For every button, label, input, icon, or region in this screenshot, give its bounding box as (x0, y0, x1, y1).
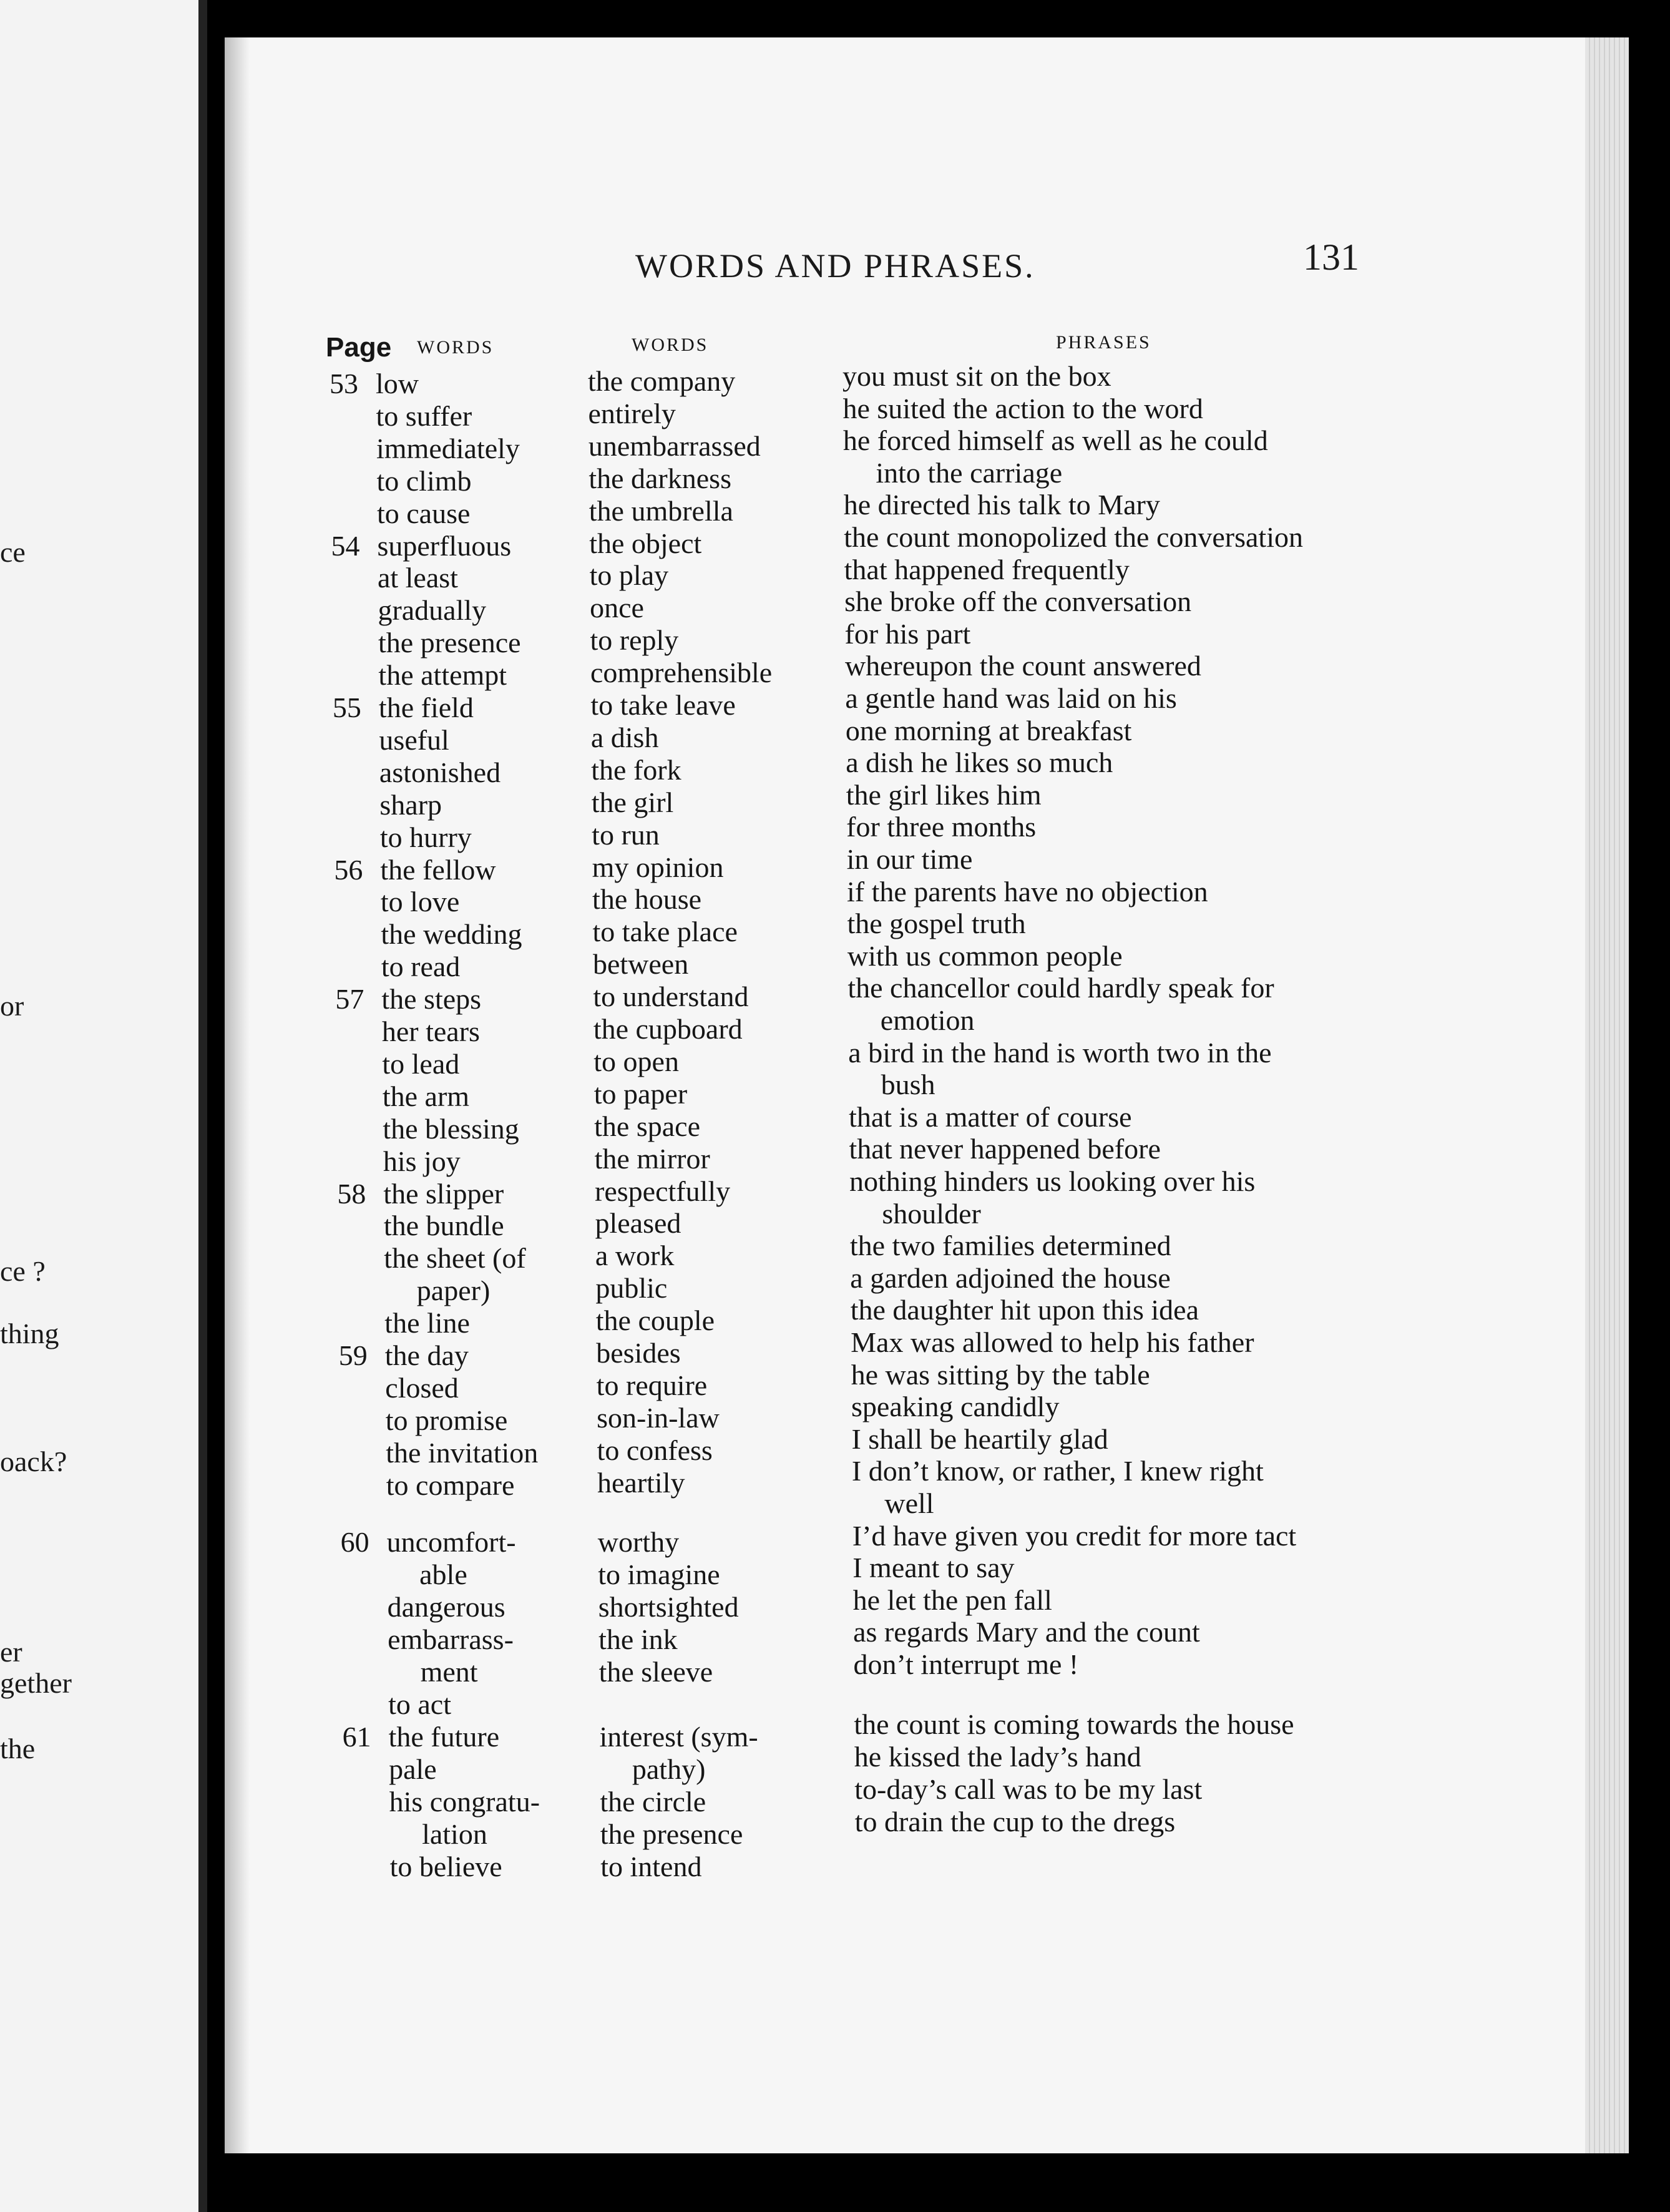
word-cell: his congratu- (389, 1786, 540, 1818)
phrase-cell: emotion (880, 1004, 975, 1036)
page-number-cell: 55 (332, 692, 361, 723)
phrase-cell: bush (881, 1069, 935, 1101)
word-cell: to act (388, 1688, 451, 1720)
word-cell: gradually (378, 594, 487, 627)
word-cell: the darkness (588, 462, 731, 494)
word-cell: to play (589, 559, 669, 592)
word-cell: the slipper (383, 1177, 504, 1210)
word-cell: worthy (597, 1526, 680, 1558)
word-cell: sharp (379, 788, 442, 821)
word-cell: the arm (382, 1080, 470, 1112)
phrase-cell: he directed his talk to Mary (843, 489, 1160, 521)
word-cell: to understand (593, 981, 749, 1013)
phrases-header: PHRASES (1056, 332, 1151, 353)
phrase-cell: he forced himself as well as he could (842, 424, 1268, 457)
word-cell: the fork (591, 753, 681, 786)
phrase-cell: nothing hinders us looking over his (849, 1165, 1256, 1197)
phrase-cell: a dish he likes so much (846, 746, 1113, 779)
phrase-cell: shoulder (882, 1197, 981, 1230)
word-cell: able (419, 1559, 467, 1590)
word-cell: the ink (598, 1623, 678, 1655)
left-page-fragment: ce (0, 536, 26, 568)
word-cell: useful (379, 723, 449, 756)
phrase-cell: that is a matter of course (849, 1100, 1132, 1133)
phrase-cell: he suited the action to the word (842, 392, 1203, 424)
page-number-cell: 60 (340, 1526, 369, 1558)
word-cell: to take leave (590, 689, 736, 721)
word-cell: her tears (381, 1015, 480, 1047)
word-cell: to compare (386, 1469, 515, 1501)
word-cell: the couple (595, 1304, 715, 1337)
phrase-cell: a garden adjoined the house (850, 1261, 1171, 1294)
page-number-cell: 56 (334, 853, 363, 886)
left-page-fragment: or (0, 990, 24, 1022)
word-cell: to climb (376, 464, 472, 497)
word-cell: the steps (381, 983, 482, 1015)
word-cell: the line (384, 1307, 470, 1339)
phrase-cell: as regards Mary and the count (853, 1616, 1200, 1648)
word-cell: the space (594, 1110, 700, 1142)
phrase-cell: the count is coming towards the house (854, 1708, 1294, 1740)
word-cell: to believe (389, 1851, 502, 1882)
phrase-cell: one morning at breakfast (845, 714, 1132, 746)
phrase-cell: that never happened before (849, 1133, 1161, 1165)
word-cell: pale (389, 1753, 437, 1785)
phrase-cell: for three months (846, 811, 1037, 843)
word-cell: between (592, 948, 689, 981)
phrase-cell: well (884, 1487, 934, 1519)
phrase-cell: whereupon the count answered (844, 650, 1201, 682)
phrase-cell: don’t interrupt me ! (853, 1648, 1079, 1680)
left-page-fragment: the (0, 1733, 36, 1764)
word-cell: heartily (597, 1466, 685, 1499)
word-cell: once (590, 592, 644, 624)
word-cell: entirely (588, 397, 676, 429)
word-cell: unembarrassed (588, 429, 761, 462)
phrase-cell: he was sitting by the table (851, 1358, 1150, 1391)
phrase-cell: the gospel truth (847, 908, 1026, 940)
word-cell: superfluous (377, 529, 512, 562)
page-column-header: Page (326, 332, 392, 363)
word-cell: pleased (595, 1207, 681, 1240)
word-cell: dangerous (387, 1591, 505, 1623)
word-cell: to lead (382, 1047, 460, 1080)
page-number-cell: 58 (337, 1177, 366, 1210)
word-cell: to love (380, 886, 460, 918)
word-cell: to imagine (598, 1559, 720, 1590)
word-cell: the circle (600, 1786, 706, 1818)
running-head: WORDS AND PHRASES. (635, 247, 1035, 285)
word-cell: the girl (591, 786, 674, 818)
word-cell: his joy (383, 1145, 461, 1177)
page-number-cell: 61 (342, 1721, 371, 1753)
word-cell: the sheet (of (384, 1242, 526, 1275)
word-cell: public (595, 1272, 668, 1304)
word-cell: a work (595, 1240, 675, 1272)
word-cell: a dish (590, 721, 659, 753)
word-cell: to cause (376, 497, 471, 529)
left-page (0, 0, 207, 2212)
word-cell: to paper (593, 1077, 688, 1110)
word-cell: shortsighted (598, 1591, 739, 1623)
word-cell: besides (596, 1337, 681, 1369)
phrase-cell: the daughter hit upon this idea (850, 1294, 1199, 1326)
word-cell: the house (592, 883, 702, 916)
word-cell: the presence (600, 1818, 743, 1850)
word-cell: to take place (592, 916, 738, 948)
word-cell: uncomfort- (386, 1526, 516, 1558)
word-cell: the wedding (381, 918, 522, 951)
word-cell: to suffer (376, 399, 472, 432)
word-cell: lation (422, 1818, 487, 1850)
phrase-cell: you must sit on the box (842, 360, 1111, 392)
page-number-cell: 57 (335, 983, 364, 1015)
word-cell: interest (sym- (599, 1721, 758, 1753)
word-cell: to reply (590, 624, 679, 657)
word-cell: the day (384, 1339, 469, 1371)
word-cell: closed (385, 1371, 459, 1404)
word-cell: the future (388, 1721, 500, 1753)
page-edge (1585, 37, 1629, 2153)
left-page-fragment: er (0, 1636, 22, 1668)
words-header-1: WORDS (417, 337, 494, 358)
phrase-cell: the girl likes him (846, 778, 1042, 811)
left-page-fragment: gether (0, 1667, 72, 1699)
word-cell: the invitation (386, 1436, 539, 1469)
phrase-cell: the two families determined (849, 1230, 1171, 1262)
word-cell: pathy) (632, 1753, 706, 1785)
phrase-cell: in our time (846, 843, 973, 875)
word-cell: astonished (379, 756, 501, 788)
word-cell: ment (420, 1656, 478, 1688)
word-cell: to open (593, 1045, 679, 1077)
word-cell: the mirror (594, 1142, 710, 1175)
phrase-cell: if the parents have no objection (847, 875, 1208, 908)
phrase-cell: a bird in the hand is worth two in the (848, 1036, 1272, 1069)
word-cell: the company (588, 365, 736, 397)
left-page-fragment: ce ? (0, 1255, 46, 1287)
word-cell: the fellow (380, 853, 496, 886)
phrase-cell: Max was allowed to help his father (851, 1326, 1254, 1358)
phrase-cell: I shall be heartily glad (851, 1422, 1108, 1455)
phrase-cell: the chancellor could hardly speak for (847, 972, 1274, 1004)
word-cell: to confess (597, 1434, 713, 1466)
word-cell: to run (592, 818, 660, 851)
word-cell: at least (377, 562, 458, 594)
word-cell: son-in-law (597, 1401, 720, 1434)
left-page-fragment: oack? (0, 1446, 67, 1477)
phrase-cell: speaking candidly (851, 1391, 1060, 1423)
word-cell: to intend (600, 1851, 702, 1882)
word-cell: the attempt (378, 659, 507, 692)
left-page-fragment: thing (0, 1318, 59, 1349)
word-cell: paper) (416, 1275, 491, 1307)
phrase-cell: a gentle hand was laid on his (845, 682, 1177, 714)
word-cell: my opinion (592, 851, 724, 883)
phrase-cell: he let the pen fall (852, 1583, 1052, 1616)
spine-shadow (225, 37, 250, 2153)
page-number-cell: 59 (338, 1339, 368, 1371)
word-cell: the presence (378, 627, 521, 659)
phrase-cell: I meant to say (852, 1552, 1015, 1584)
word-cell: comprehensible (590, 657, 773, 689)
phrase-cell: he kissed the lady’s hand (854, 1741, 1141, 1773)
words-header-2: WORDS (632, 335, 709, 355)
word-cell: to promise (385, 1404, 508, 1436)
word-cell: the field (378, 692, 474, 723)
page-number-cell: 54 (331, 529, 360, 562)
phrase-cell: that happened frequently (844, 553, 1130, 585)
page-number: 131 (1303, 237, 1359, 278)
word-cell: to require (596, 1369, 708, 1401)
phrase-cell: she broke off the conversation (844, 585, 1192, 618)
word-cell: low (376, 368, 419, 399)
page-number-cell: 53 (330, 368, 358, 399)
phrase-cell: to-day’s call was to be my last (854, 1773, 1203, 1805)
word-cell: respectfully (595, 1175, 731, 1207)
phrase-cell: I’d have given you credit for more tact (852, 1519, 1297, 1552)
word-cell: immediately (376, 432, 520, 464)
phrase-cell: I don’t know, or rather, I knew right (851, 1455, 1264, 1487)
word-cell: the cupboard (593, 1013, 743, 1045)
word-cell: to hurry (379, 821, 472, 853)
phrase-cell: to drain the cup to the dregs (854, 1806, 1176, 1838)
word-cell: to read (381, 951, 461, 983)
word-cell: the sleeve (598, 1656, 713, 1688)
word-cell: the umbrella (588, 494, 733, 527)
phrase-cell: into the carriage (876, 456, 1063, 489)
word-cell: the bundle (383, 1210, 504, 1242)
word-cell: the object (589, 527, 702, 559)
phrase-cell: for his part (844, 617, 971, 650)
phrase-cell: the count monopolized the conversation (844, 521, 1303, 553)
word-cell: the blessing (383, 1112, 519, 1145)
phrase-cell: with us common people (847, 939, 1123, 972)
word-cell: embarrass- (388, 1623, 514, 1655)
